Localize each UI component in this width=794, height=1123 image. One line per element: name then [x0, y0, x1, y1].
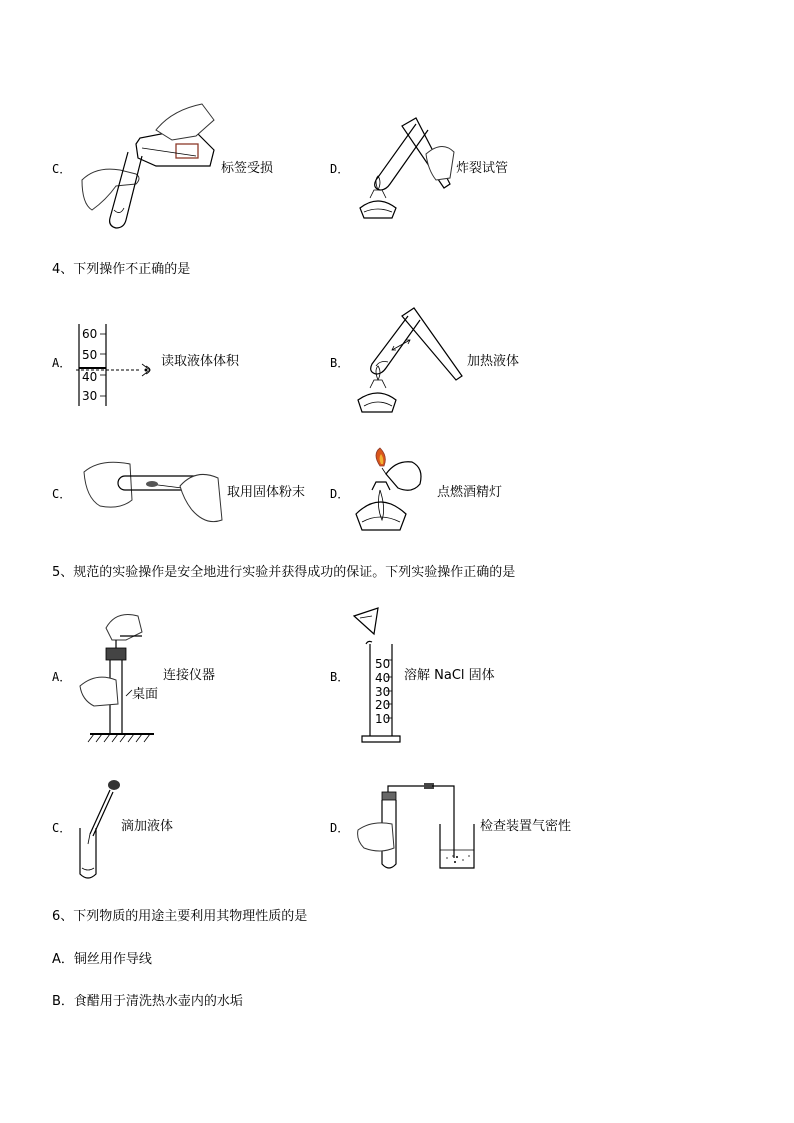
q4-option-a-tick-60: 60	[82, 327, 98, 341]
q5-stem: 5、规范的实验操作是安全地进行实验并获得成功的保证。下列实验操作正确的是	[52, 565, 516, 580]
q5-option-b-tick-20: 20	[375, 698, 391, 712]
q3-option-c-caption: 标签受损	[221, 161, 274, 176]
q4-option-d-lighting-lamp-illustration	[350, 448, 436, 538]
q5-option-b-tick-40: 40	[375, 671, 391, 685]
q4-option-d-caption: 点燃酒精灯	[437, 485, 503, 500]
q4-option-b-letter: B．	[330, 356, 350, 370]
q3-option-d-caption: 炸裂试管	[456, 161, 509, 176]
q3-option-c-pouring-illustration	[76, 100, 216, 230]
q5-option-d-caption: 检查装置气密性	[480, 819, 572, 834]
q5-option-d-letter: D．	[330, 821, 350, 835]
q6-option-a: A．铜丝用作导线	[52, 952, 152, 967]
q5-option-c-letter: C．	[52, 821, 72, 835]
q3-option-d-letter: D．	[330, 162, 350, 176]
q5-option-a-connect-apparatus-illustration	[76, 610, 159, 742]
q3-option-c-letter: C．	[52, 162, 72, 176]
q6-option-b: B．食醋用于清洗热水壶内的水垢	[52, 994, 243, 1009]
q4-option-c-powder-illustration	[80, 460, 226, 528]
q4-option-a-caption: 读取液体体积	[161, 354, 240, 369]
q4-option-a-tick-50: 50	[82, 348, 98, 362]
q5-option-b-caption: 溶解 NaCl 固体	[404, 668, 495, 683]
q4-option-c-caption: 取用固体粉末	[227, 485, 306, 500]
q5-option-b-tick-30: 30	[375, 685, 391, 699]
q5-option-b-letter: B．	[330, 670, 350, 684]
q5-option-b-tick-50: 50	[375, 657, 391, 671]
q4-option-d-letter: D．	[330, 487, 350, 501]
q5-option-c-dropper-illustration	[76, 778, 122, 882]
q3-option-d-heating-illustration	[350, 118, 460, 222]
q5-option-a-letter: A．	[52, 670, 72, 684]
q5-option-a-sublabel: 桌面	[132, 687, 159, 702]
q4-option-a-letter: A．	[52, 356, 72, 370]
q5-option-b-tick-10: 10	[375, 712, 391, 726]
q5-option-d-airtightness-illustration	[352, 778, 482, 872]
q4-option-a-tick-40: 40	[82, 370, 98, 384]
q5-option-a-caption: 连接仪器	[163, 668, 216, 683]
q4-option-a-tick-30: 30	[82, 389, 98, 403]
q4-option-c-letter: C．	[52, 487, 72, 501]
q6-stem: 6、下列物质的用途主要利用其物理性质的是	[52, 909, 308, 924]
q4-option-b-heating-liquid-illustration	[352, 308, 464, 418]
q5-option-c-caption: 滴加液体	[121, 819, 174, 834]
q4-stem: 4、下列操作不正确的是	[52, 262, 191, 277]
q4-option-b-caption: 加热液体	[467, 354, 520, 369]
